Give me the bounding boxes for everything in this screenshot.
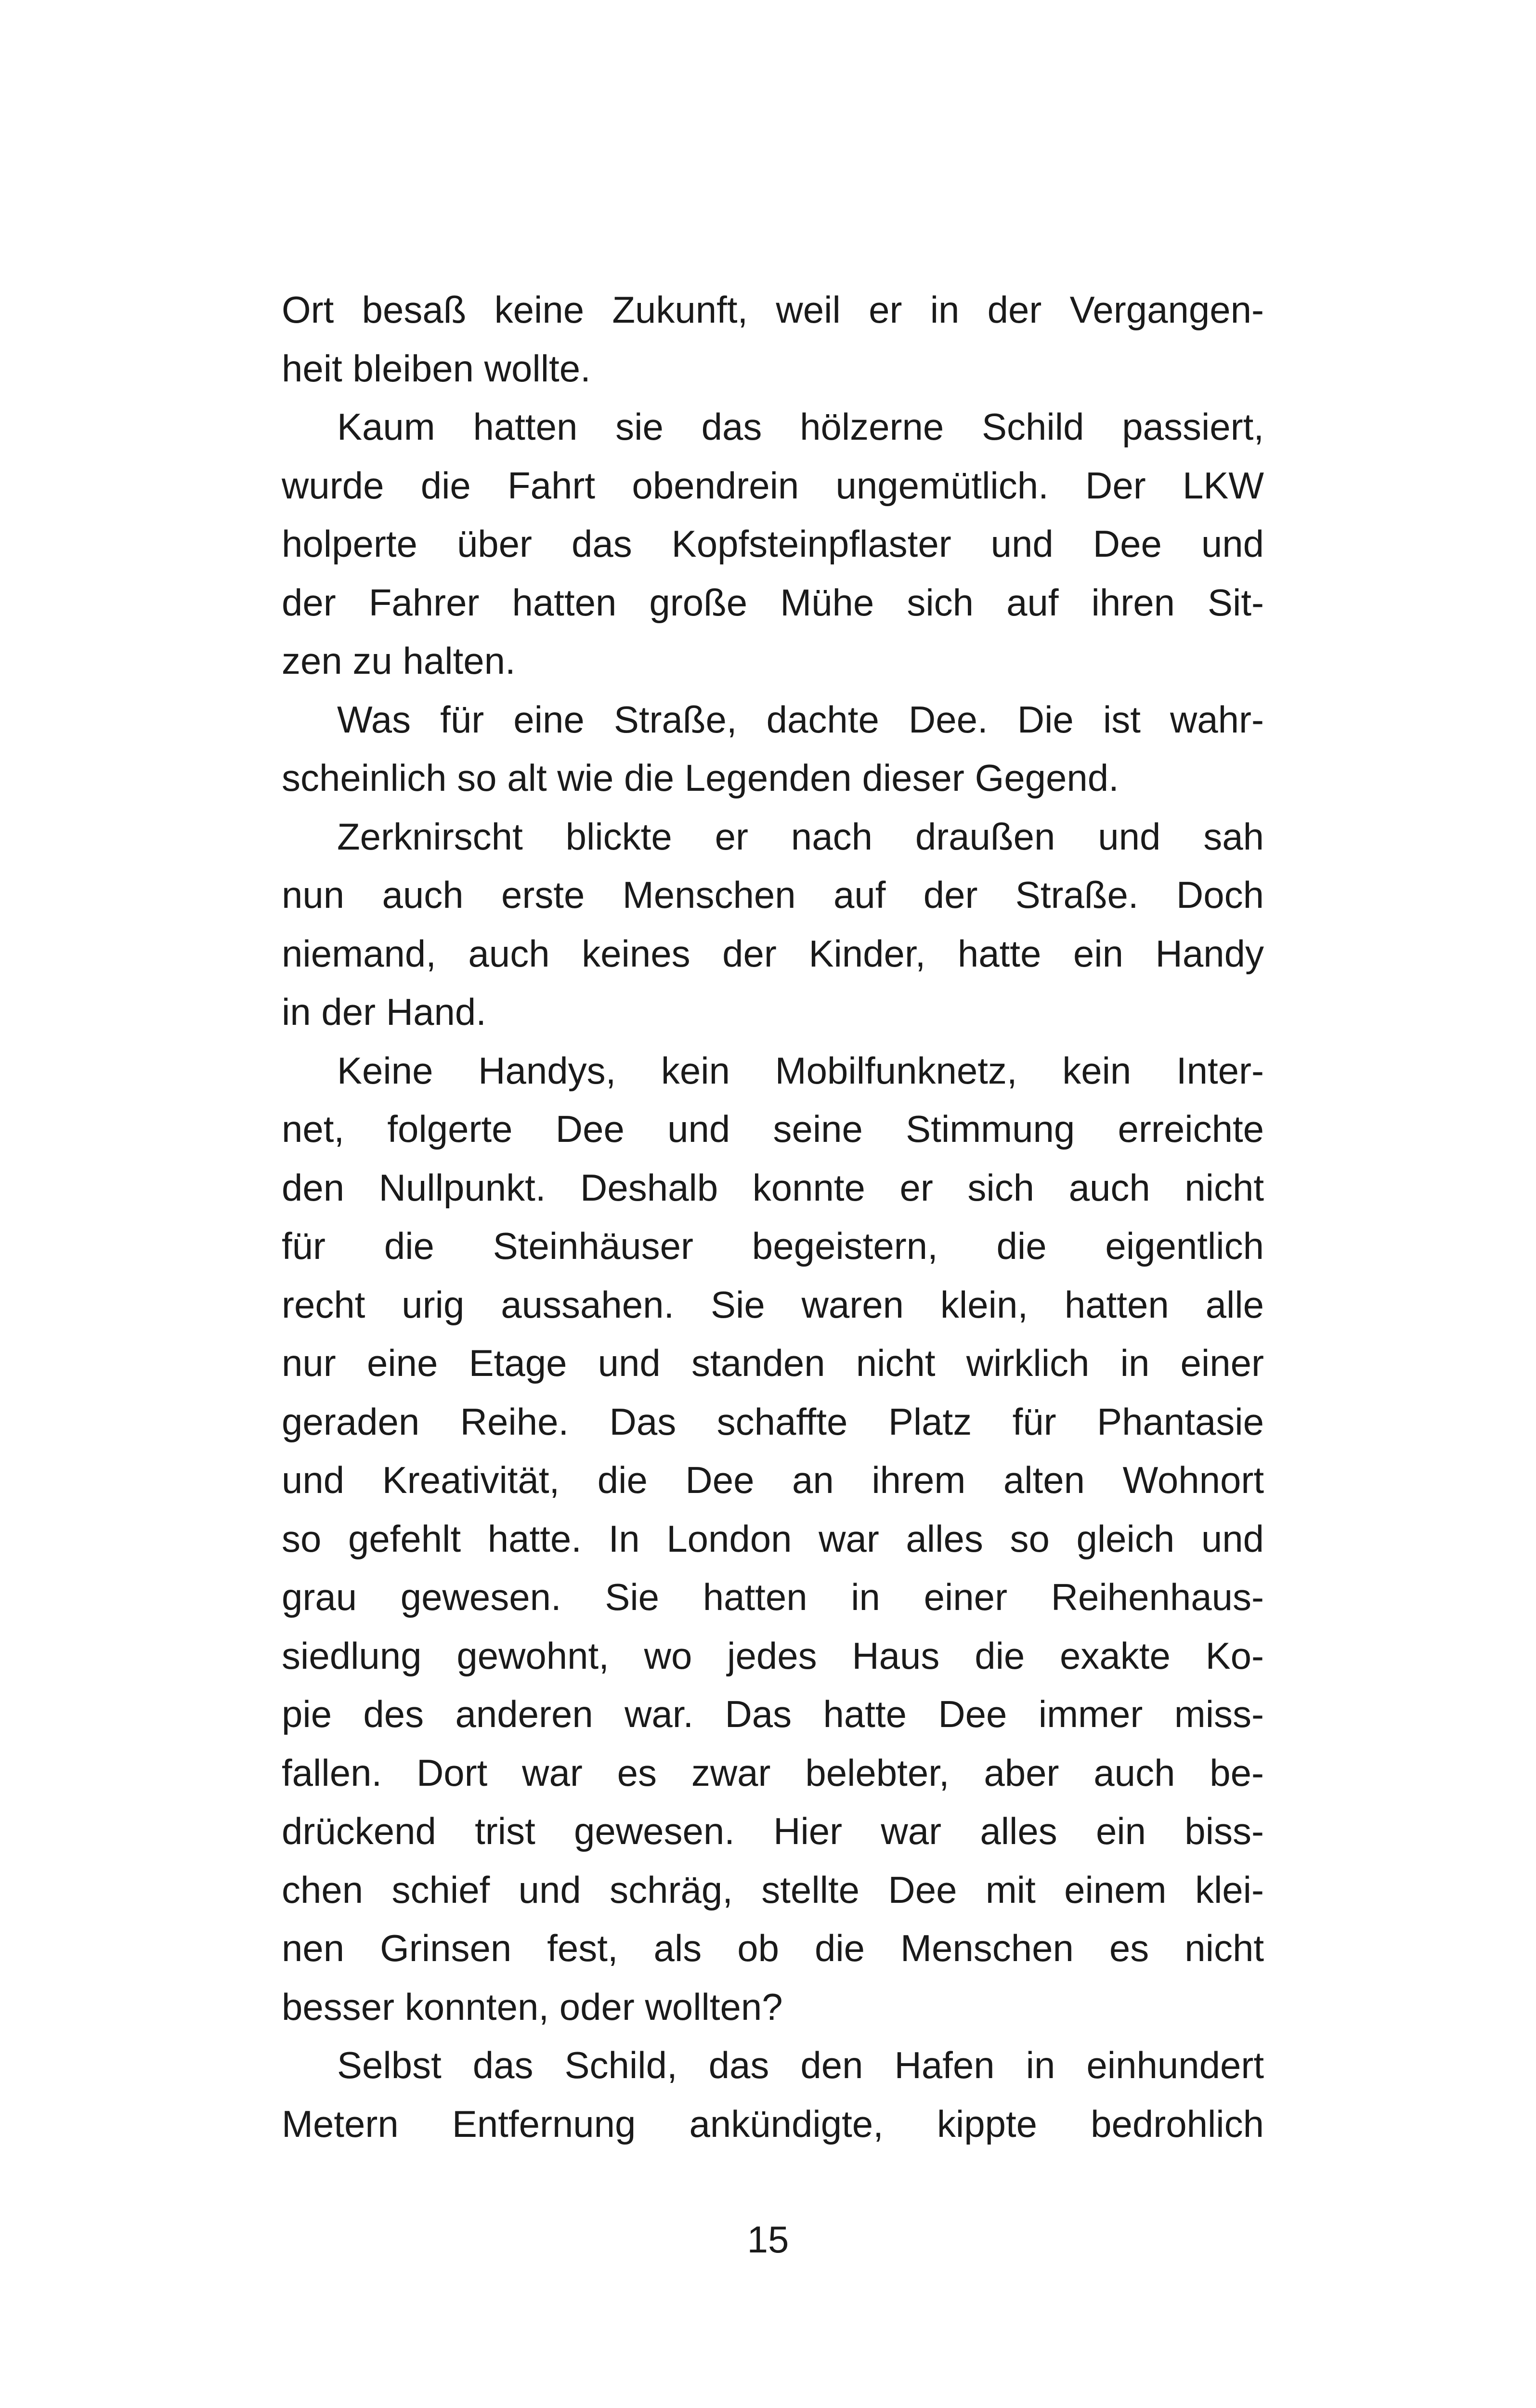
- text-line: und Kreativität, die Dee an ihrem alten Wohnort: [282, 1459, 1264, 1501]
- text-line: pie des anderen war. Das hatte Dee immer miss-: [282, 1693, 1264, 1735]
- page-number: 15: [747, 2218, 789, 2261]
- text-line: net, folgerte Dee und seine Stimmung erreichte: [282, 1108, 1264, 1150]
- text-line: heit bleiben wollte.: [282, 347, 591, 390]
- text-line: für die Steinhäuser begeistern, die eigentlich: [282, 1225, 1264, 1267]
- text-line: in der Hand.: [282, 991, 486, 1033]
- text-line: so gefehlt hatte. In London war alles so gleich und: [282, 1517, 1264, 1560]
- text-line: fallen. Dort war es zwar belebter, aber auch be-: [282, 1751, 1264, 1794]
- text-line: chen schief und schräg, stellte Dee mit einem klei-: [282, 1868, 1264, 1911]
- body-text: [282, 281, 1264, 2153]
- text-line: Was für eine Straße, dachte Dee. Die ist wahr-: [337, 698, 1264, 741]
- text-line: Keine Handys, kein Mobilfunknetz, kein Inter-: [337, 1049, 1264, 1092]
- text-line: nur eine Etage und standen nicht wirklich in einer: [282, 1342, 1264, 1384]
- text-line: Kaum hatten sie das hölzerne Schild passiert,: [337, 406, 1264, 448]
- text-line: der Fahrer hatten große Mühe sich auf ihren Sit-: [282, 581, 1264, 624]
- text-line: grau gewesen. Sie hatten in einer Reihenhaus-: [282, 1576, 1264, 1618]
- text-line: holperte über das Kopfsteinpflaster und Dee und: [282, 523, 1264, 565]
- text-line: zen zu halten.: [282, 640, 516, 682]
- text-line: drückend trist gewesen. Hier war alles ein biss-: [282, 1810, 1264, 1852]
- text-line: recht urig aussahen. Sie waren klein, hatten alle: [282, 1283, 1264, 1326]
- text-line: wurde die Fahrt obendrein ungemütlich. Der LKW: [282, 464, 1264, 507]
- text-line: Metern Entfernung ankündigte, kippte bedrohlich: [282, 2102, 1264, 2145]
- text-line: Ort besaß keine Zukunft, weil er in der Vergangen-: [282, 288, 1264, 331]
- text-line: nun auch erste Menschen auf der Straße. Doch: [282, 874, 1264, 916]
- text-line: besser konnten, oder wollten?: [282, 1985, 783, 2028]
- text-line: den Nullpunkt. Deshalb konnte er sich auch nicht: [282, 1166, 1264, 1209]
- text-line: Zerknirscht blickte er nach draußen und sah: [337, 815, 1264, 858]
- text-line: niemand, auch keines der Kinder, hatte ein Handy: [282, 932, 1264, 975]
- text-line: scheinlich so alt wie die Legenden dieser Gegend.: [282, 757, 1119, 799]
- text-line: geraden Reihe. Das schaffte Platz für Phantasie: [282, 1400, 1264, 1443]
- text-line: nen Grinsen fest, als ob die Menschen es nicht: [282, 1927, 1264, 1969]
- text-line: siedlung gewohnt, wo jedes Haus die exakte Ko-: [282, 1634, 1264, 1677]
- text-line: Selbst das Schild, das den Hafen in einhundert: [337, 2044, 1264, 2086]
